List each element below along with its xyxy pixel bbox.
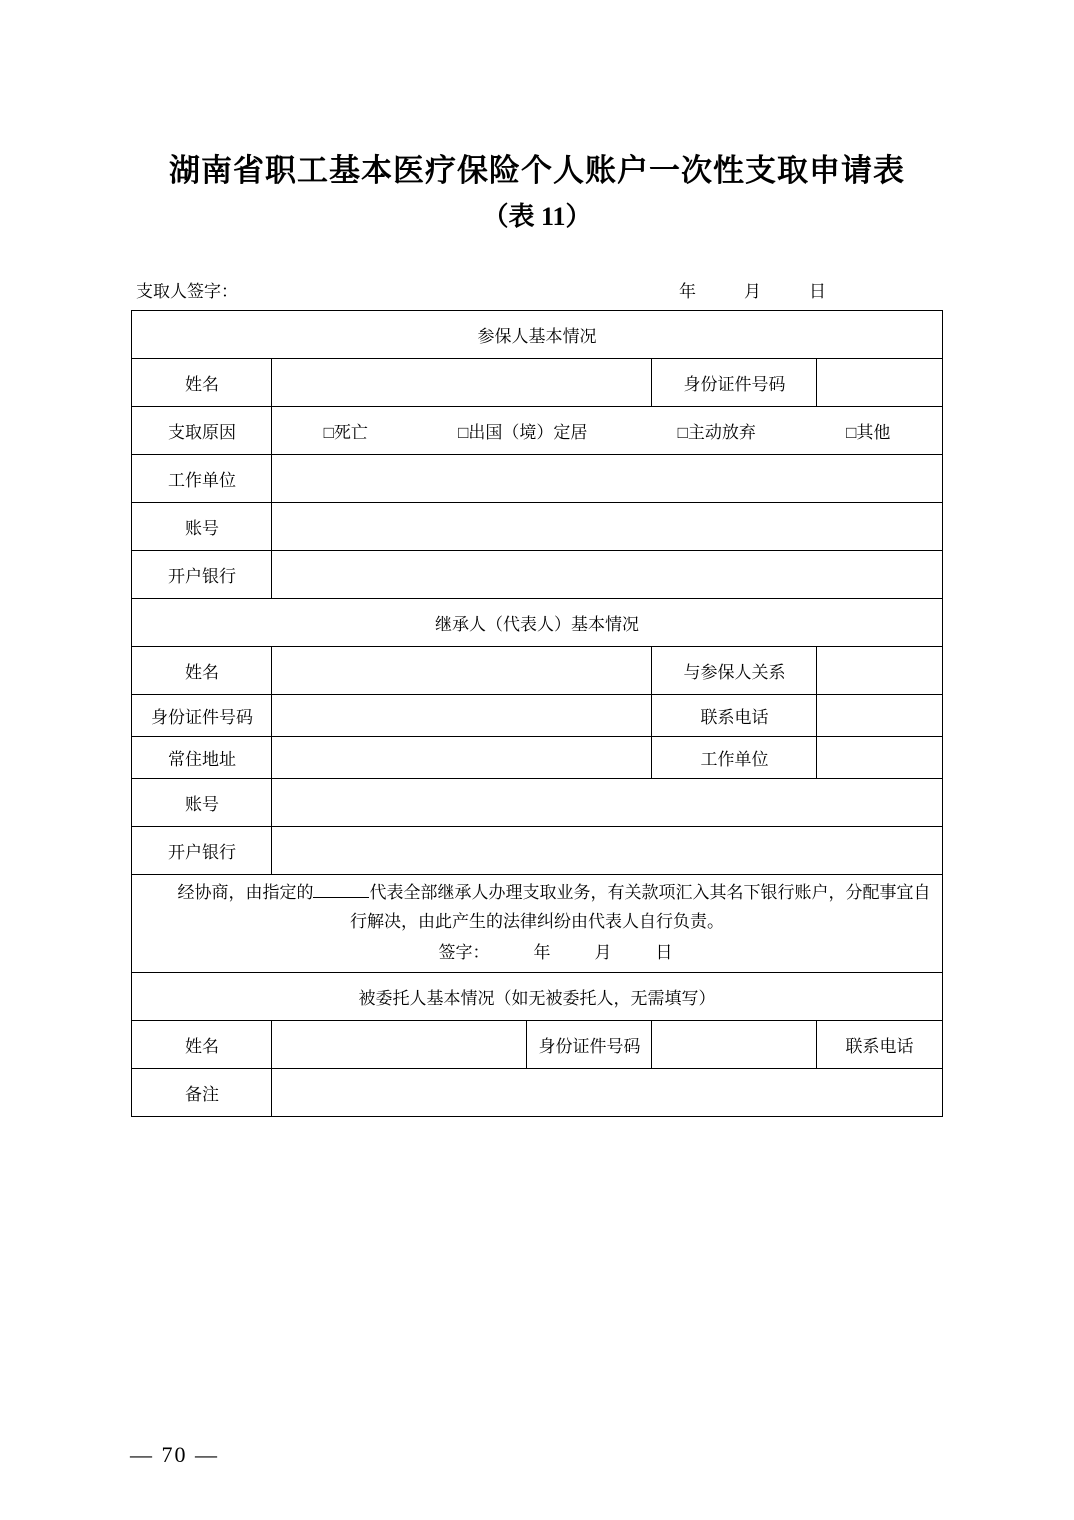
insured-id-label: 身份证件号码 <box>652 359 817 407</box>
table-row <box>132 875 942 973</box>
agreement-text-part1: 经协商，由指定的 <box>177 883 314 903</box>
agreement-blank-field[interactable] <box>313 897 369 898</box>
heir-name-label: 姓名 <box>132 647 272 695</box>
checkbox-overseas-residence[interactable]: □出国（境）定居 <box>458 423 588 443</box>
signer-date-day: 日 <box>809 282 826 302</box>
table-row <box>132 695 942 737</box>
heir-bank-value[interactable] <box>272 827 942 875</box>
insured-name-label: 姓名 <box>132 359 272 407</box>
entrusted-name-label: 姓名 <box>132 1021 272 1069</box>
table-row <box>132 779 942 827</box>
table-row <box>132 827 942 875</box>
table-row <box>132 359 942 407</box>
insured-bank-value[interactable] <box>272 551 942 599</box>
insured-account-label: 账号 <box>132 503 272 551</box>
insured-reason-label: 支取原因 <box>132 407 272 455</box>
signer-date-month: 月 <box>744 282 761 302</box>
section-header-insured: 参保人基本情况 <box>132 311 942 359</box>
table-row <box>132 503 942 551</box>
entrusted-id-label: 身份证件号码 <box>527 1021 652 1069</box>
entrusted-phone-label: 联系电话 <box>817 1021 942 1069</box>
title-block <box>68 0 1006 237</box>
insured-work-unit-label: 工作单位 <box>132 455 272 503</box>
remark-value[interactable] <box>272 1069 942 1117</box>
signer-date-group <box>679 277 1006 302</box>
signer-label: 支取人签字： <box>136 282 238 302</box>
section-header-heir: 继承人（代表人）基本情况 <box>132 599 942 647</box>
heir-relation-value[interactable] <box>817 647 942 695</box>
heir-name-value[interactable] <box>272 647 652 695</box>
agreement-statement <box>132 875 942 973</box>
section-header-entrusted: 被委托人基本情况（如无被委托人，无需填写） <box>132 973 942 1021</box>
insured-work-unit-value[interactable] <box>272 455 942 503</box>
table-row <box>132 1069 942 1117</box>
heir-address-value[interactable] <box>272 737 652 779</box>
heir-relation-label: 与参保人关系 <box>652 647 817 695</box>
heir-address-label: 常住地址 <box>132 737 272 779</box>
agreement-text-part2: 代表全部继承人办理支取业务，有关款项汇入其名下银行账户，分配事宜自行解决，由此产生的法律纠纷由代表人自行负责。 <box>349 883 931 932</box>
table-row <box>132 647 942 695</box>
heir-phone-label: 联系电话 <box>652 695 817 737</box>
agreement-sign-label: 签字： <box>438 943 490 963</box>
signer-date-year: 年 <box>679 282 696 302</box>
heir-bank-label: 开户银行 <box>132 827 272 875</box>
table-row <box>132 1021 942 1069</box>
heir-account-value[interactable] <box>272 779 942 827</box>
heir-work-unit-value[interactable] <box>817 737 942 779</box>
table-row <box>132 599 942 647</box>
entrusted-name-value[interactable] <box>272 1021 527 1069</box>
checkbox-voluntary-waiver[interactable]: □主动放弃 <box>677 423 756 443</box>
heir-phone-value[interactable] <box>817 695 942 737</box>
insured-bank-label: 开户银行 <box>132 551 272 599</box>
page-subtitle: （表 11） <box>482 201 592 231</box>
agreement-sign-row <box>138 939 935 968</box>
page-number: — 70 — <box>130 1442 219 1467</box>
page-title: 湖南省职工基本医疗保险个人账户一次性支取申请表 <box>169 153 905 188</box>
checkbox-other[interactable]: □其他 <box>846 423 891 443</box>
application-form-table <box>131 310 942 1117</box>
agreement-date-day: 日 <box>655 943 673 963</box>
heir-id-value[interactable] <box>272 695 652 737</box>
insured-name-value[interactable] <box>272 359 652 407</box>
heir-work-unit-label: 工作单位 <box>652 737 817 779</box>
table-row <box>132 551 942 599</box>
insured-reason-options <box>272 407 942 455</box>
table-row <box>132 973 942 1021</box>
heir-account-label: 账号 <box>132 779 272 827</box>
entrusted-id-value[interactable] <box>652 1021 817 1069</box>
insured-account-value[interactable] <box>272 503 942 551</box>
remark-label: 备注 <box>132 1069 272 1117</box>
checkbox-death[interactable]: □死亡 <box>323 423 368 443</box>
insured-id-value[interactable] <box>817 359 942 407</box>
heir-id-label: 身份证件号码 <box>132 695 272 737</box>
table-row <box>132 407 942 455</box>
agreement-date-month: 月 <box>594 943 612 963</box>
table-row <box>132 311 942 359</box>
agreement-date-year: 年 <box>533 943 551 963</box>
table-row <box>132 737 942 779</box>
signer-row <box>68 277 1006 302</box>
table-row <box>132 455 942 503</box>
